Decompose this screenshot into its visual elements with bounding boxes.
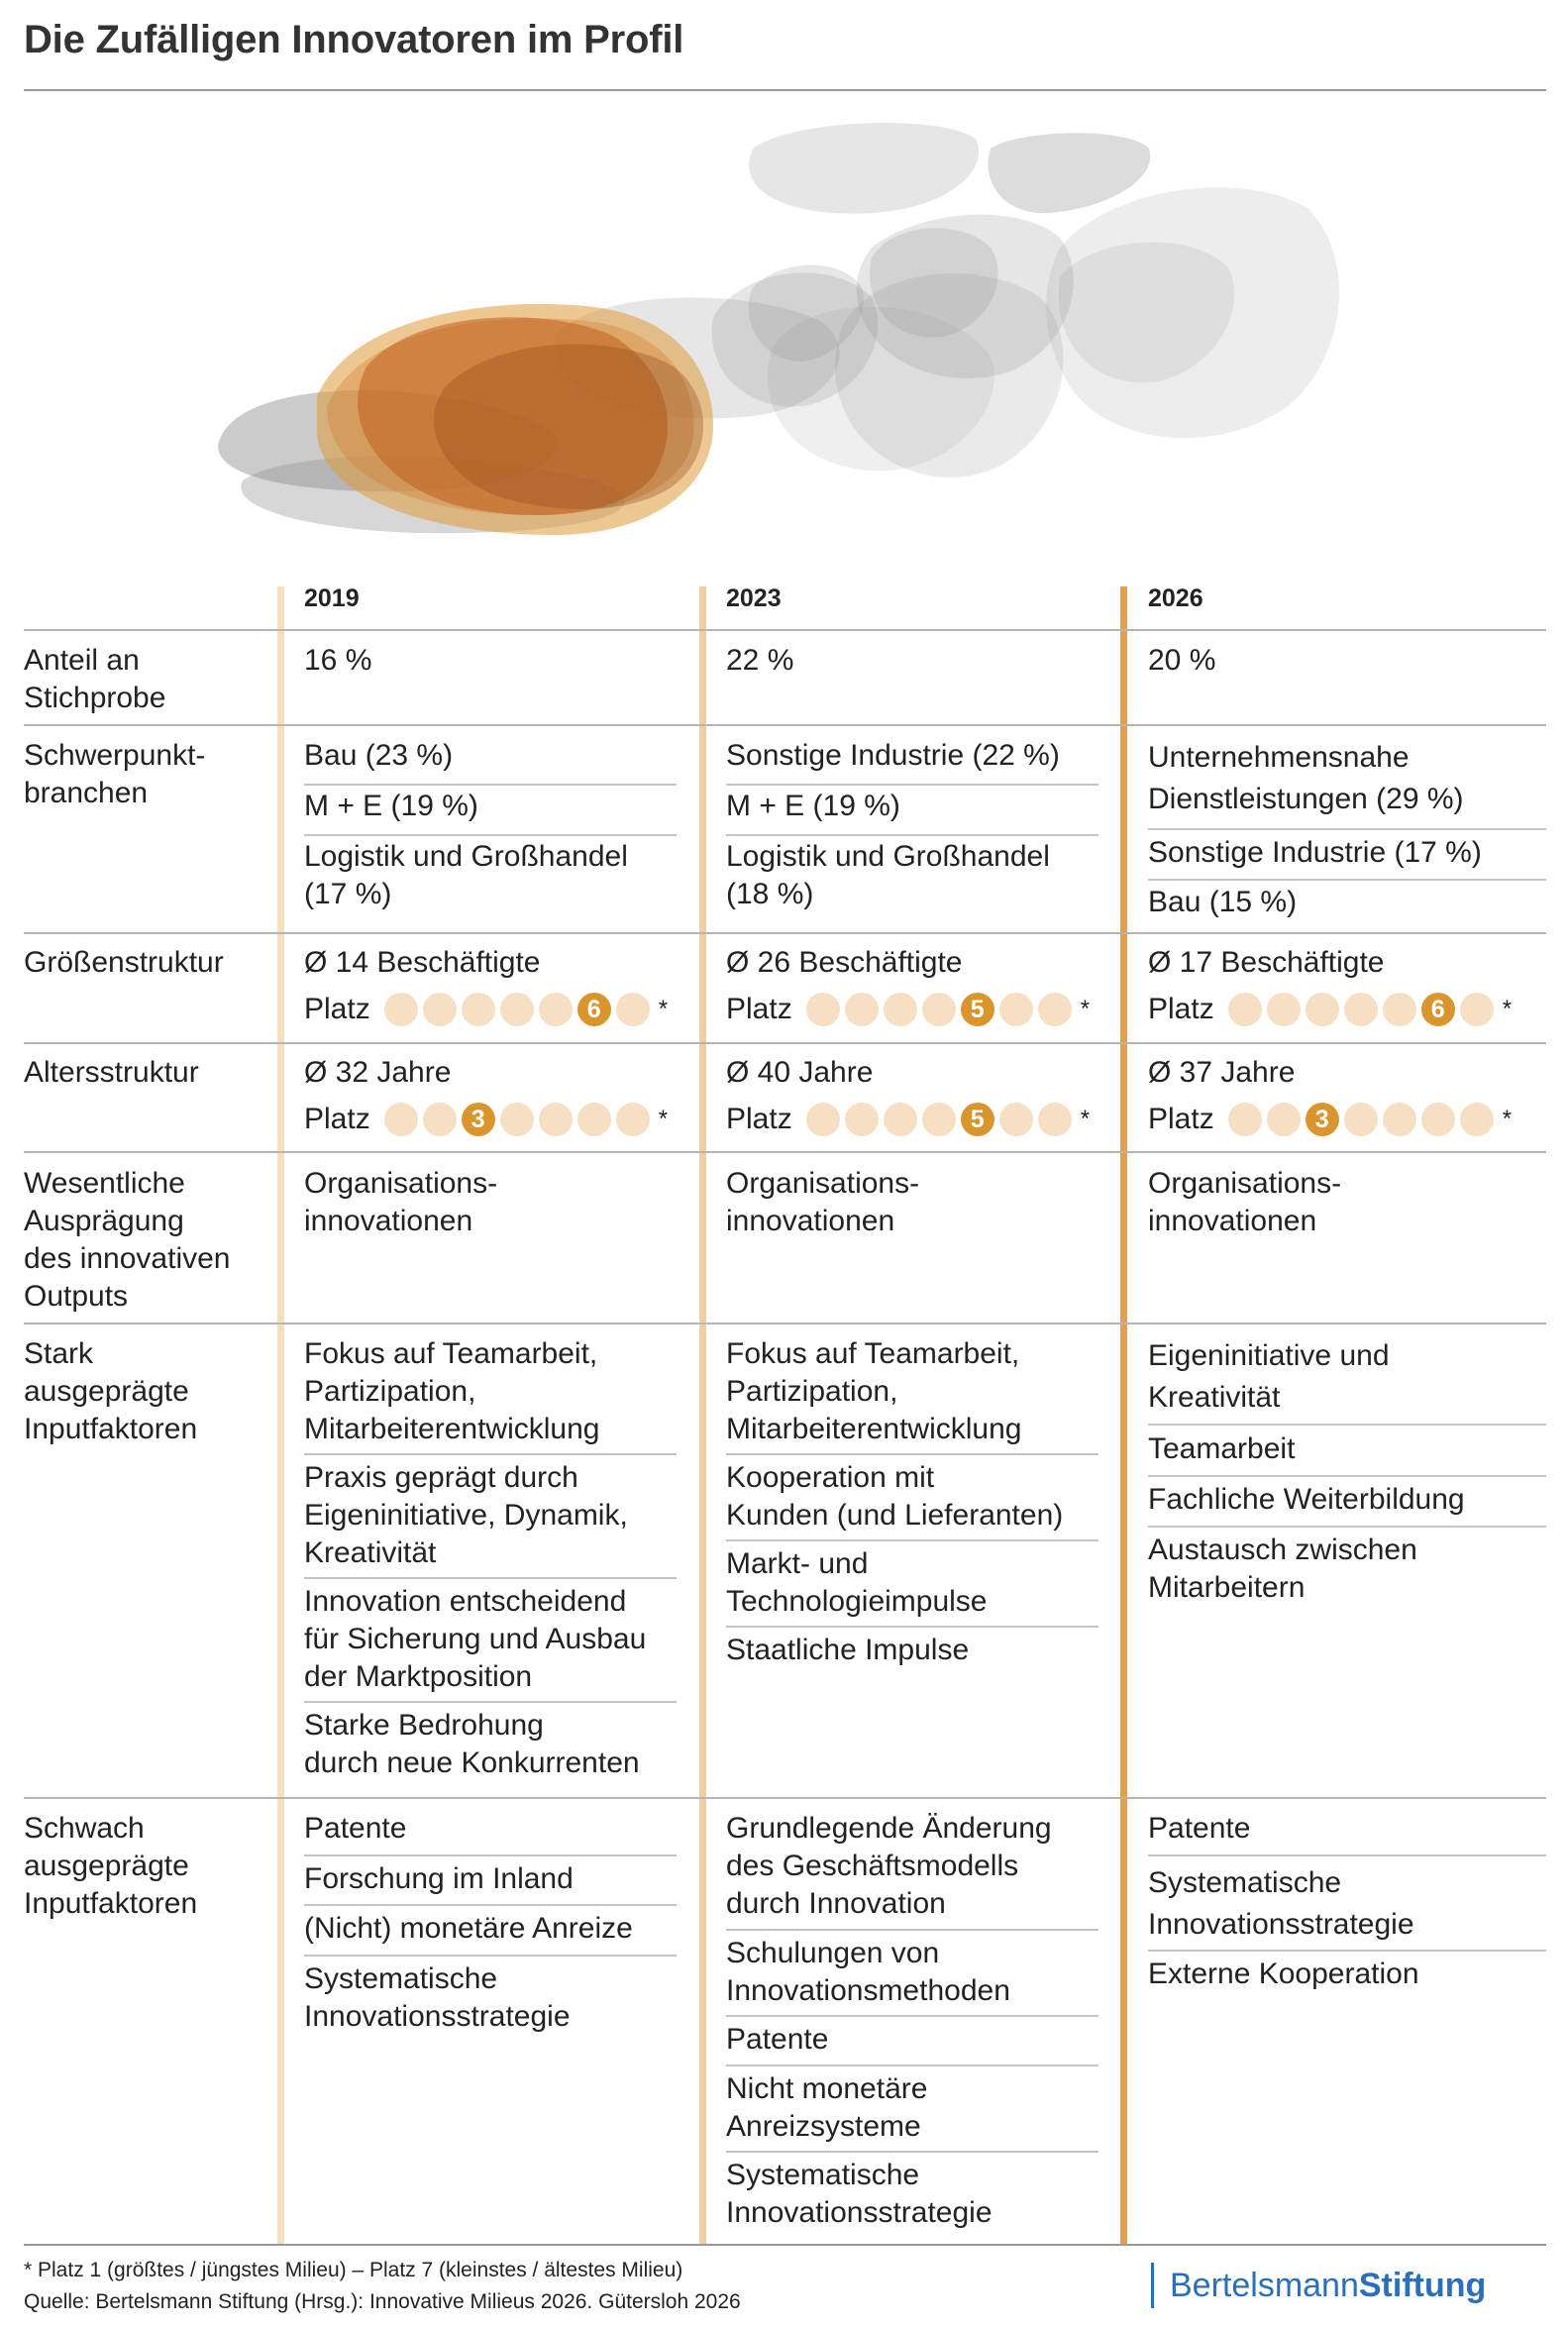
alter-2023: Ø 40 Jahre — [726, 1056, 874, 1089]
rank-dot — [384, 993, 418, 1026]
rank-dot — [1421, 1103, 1455, 1136]
rank-dot — [922, 993, 956, 1026]
groesse-2023: Ø 26 Beschäftigte — [726, 946, 963, 979]
branche-item: Logistik und Großhandel (18 %) — [726, 840, 1050, 910]
schwach-item: Patente — [1148, 1812, 1251, 1845]
item-divider — [1148, 879, 1546, 881]
item-divider — [726, 2064, 1098, 2066]
rank-dot-active: 3 — [462, 1103, 495, 1136]
platz-label: Platz — [726, 993, 792, 1025]
logo-bar — [1151, 2263, 1154, 2308]
rank-dot — [1306, 993, 1339, 1026]
rank-dot — [806, 1103, 840, 1136]
schwach-item: Patente — [726, 2023, 829, 2056]
rank-scale — [304, 1101, 668, 1138]
branche-item: Bau (15 %) — [1148, 886, 1298, 918]
rank-dot-active: 5 — [961, 993, 994, 1026]
item-divider — [304, 834, 677, 836]
schwach-item: Nicht monetäre Anreizsysteme — [726, 2072, 928, 2143]
row-divider — [24, 932, 1546, 934]
rank-dot — [500, 1103, 534, 1136]
rank-dot-active: 3 — [1306, 1103, 1339, 1136]
anteil-2019: 16 % — [304, 644, 372, 677]
rank-dot — [539, 993, 573, 1026]
platz-label: Platz — [726, 1103, 792, 1135]
schwach-item: (Nicht) monetäre Anreize — [304, 1912, 633, 1945]
branche-item: M + E (19 %) — [726, 790, 900, 822]
rank-dot — [806, 993, 840, 1026]
item-divider — [304, 1955, 677, 1957]
row-label-schwach: Schwach ausgeprägte Inputfaktoren — [24, 1812, 198, 1920]
item-divider — [304, 784, 677, 786]
branche-item: Sonstige Industrie (22 %) — [726, 739, 1060, 772]
rank-dot — [1228, 1103, 1262, 1136]
rank-dot — [845, 993, 879, 1026]
footnote-marker: * — [1080, 1106, 1091, 1132]
anteil-2026: 20 % — [1148, 644, 1216, 677]
schwach-item: Systematische Innovationsstrategie — [304, 1962, 571, 2033]
rank-dot — [1344, 993, 1378, 1026]
row-divider — [24, 629, 1546, 631]
stark-item: Eigeninitiative und Kreativität — [1148, 1339, 1390, 1414]
row-label-branchen: Schwerpunkt- branchen — [24, 739, 206, 809]
stark-item: Teamarbeit — [1148, 1432, 1296, 1465]
page-title: Die Zufälligen Innovatoren im Profil — [24, 18, 684, 61]
branche-item: M + E (19 %) — [304, 790, 478, 822]
output-2019: Organisations- innovationen — [304, 1167, 498, 1237]
year-header-2019: 2019 — [304, 584, 360, 612]
item-divider — [726, 2015, 1098, 2017]
rank-scale — [1148, 991, 1512, 1028]
column-bar-2023 — [699, 586, 706, 2244]
item-divider — [304, 1904, 677, 1906]
stark-item: Austausch zwischen Mitarbeitern — [1148, 1534, 1417, 1604]
rank-dot — [1267, 1103, 1301, 1136]
rank-dot-active: 6 — [1421, 993, 1455, 1026]
item-divider — [1148, 1526, 1546, 1528]
rank-dot — [1344, 1103, 1378, 1136]
item-divider — [304, 1854, 677, 1856]
rank-dot — [999, 1103, 1033, 1136]
item-divider — [1148, 1950, 1546, 1952]
rank-dot — [616, 1103, 650, 1136]
rank-dot — [999, 993, 1033, 1026]
grey-blob — [989, 133, 1151, 213]
item-divider — [726, 1626, 1098, 1628]
stark-item: Kooperation mit Kunden (und Lieferanten) — [726, 1461, 1064, 1532]
rank-scale — [726, 1101, 1090, 1138]
row-divider — [24, 1797, 1546, 1799]
groesse-2026: Ø 17 Beschäftigte — [1148, 946, 1385, 979]
rank-dot — [845, 1103, 879, 1136]
stark-item: Fachliche Weiterbildung — [1148, 1483, 1465, 1516]
footnote-marker: * — [1080, 996, 1091, 1022]
alter-2026: Ø 37 Jahre — [1148, 1056, 1296, 1089]
rank-dot — [884, 993, 917, 1026]
item-divider — [1148, 1854, 1546, 1856]
rank-dot — [423, 993, 457, 1026]
schwach-item: Patente — [304, 1812, 407, 1845]
rank-dot — [1038, 1103, 1072, 1136]
schwach-item: Systematische Innovationsstrategie — [726, 2159, 993, 2229]
rank-dot — [1267, 993, 1301, 1026]
rank-dot — [1383, 993, 1416, 1026]
grey-blob — [749, 123, 979, 214]
row-divider — [24, 1042, 1546, 1044]
footnote: * Platz 1 (größtes / jüngstes Milieu) – Platz 7 (kleinstes / ältestes Milieu) — [24, 2259, 683, 2281]
item-divider — [1148, 1424, 1546, 1426]
footer-divider — [24, 2244, 1546, 2246]
row-divider — [24, 724, 1546, 726]
branche-item: Logistik und Großhandel (17 %) — [304, 840, 628, 910]
stark-item: Starke Bedrohung durch neue Konkurrenten — [304, 1709, 640, 1779]
row-label-stark: Stark ausgeprägte Inputfaktoren — [24, 1337, 198, 1445]
branche-item: Sonstige Industrie (17 %) — [1148, 836, 1482, 869]
platz-label: Platz — [1148, 993, 1214, 1025]
row-label-alter: Altersstruktur — [24, 1056, 199, 1089]
source-note: Quelle: Bertelsmann Stiftung (Hrsg.): Innovative Milieus 2026. Gütersloh 2026 — [24, 2290, 741, 2313]
stark-item: Staatliche Impulse — [726, 1634, 970, 1666]
rank-dot-active: 5 — [961, 1103, 994, 1136]
output-2026: Organisations- innovationen — [1148, 1167, 1342, 1237]
rank-dot-active: 6 — [577, 993, 611, 1026]
rank-dot — [423, 1103, 457, 1136]
stark-item: Praxis geprägt durch Eigeninitiative, Dynamik, Kreativität — [304, 1461, 628, 1569]
rank-dot — [384, 1103, 418, 1136]
schwach-item: Grundlegende Änderung des Geschäftsmodells durch Innovation — [726, 1812, 1052, 1920]
item-divider — [726, 834, 1098, 836]
stark-item: Fokus auf Teamarbeit, Partizipation, Mitarbeiterentwicklung — [304, 1337, 600, 1445]
year-header-2026: 2026 — [1148, 584, 1203, 612]
item-divider — [304, 1701, 677, 1703]
item-divider — [726, 1929, 1098, 1931]
rank-dot — [1460, 993, 1494, 1026]
rank-dot — [1383, 1103, 1416, 1136]
rank-scale — [726, 991, 1090, 1028]
schwach-item: Schulungen von Innovationsmethoden — [726, 1937, 1010, 2007]
rank-dot — [1228, 993, 1262, 1026]
schwach-item: Systematische Innovationsstrategie — [1148, 1866, 1414, 1941]
item-divider — [304, 1577, 677, 1579]
row-label-groesse: Größenstruktur — [24, 946, 224, 979]
output-2023: Organisations- innovationen — [726, 1167, 920, 1237]
platz-label: Platz — [1148, 1103, 1214, 1135]
schwach-item: Forschung im Inland — [304, 1862, 574, 1895]
rank-dot — [577, 1103, 611, 1136]
footnote-marker: * — [1502, 996, 1513, 1022]
rank-scale — [304, 991, 668, 1028]
rank-dot — [462, 993, 495, 1026]
alter-2019: Ø 32 Jahre — [304, 1056, 452, 1089]
footnote-marker: * — [1502, 1106, 1513, 1132]
bertelsmann-logo — [1151, 2262, 1486, 2309]
stark-item: Fokus auf Teamarbeit, Partizipation, Mitarbeiterentwicklung — [726, 1337, 1022, 1445]
footnote-marker: * — [658, 996, 669, 1022]
rank-dot — [616, 993, 650, 1026]
row-label-output: Wesentliche Ausprägung des innovativen Outputs — [24, 1167, 231, 1313]
rank-dot — [922, 1103, 956, 1136]
rank-dot — [1038, 993, 1072, 1026]
footnote-marker: * — [658, 1106, 669, 1132]
stark-item: Innovation entscheidend für Sicherung und Ausbau der Marktposition — [304, 1585, 647, 1693]
groesse-2019: Ø 14 Beschäftigte — [304, 946, 541, 979]
title-divider — [24, 89, 1546, 91]
branche-item: Bau (23 %) — [304, 739, 454, 772]
item-divider — [726, 2151, 1098, 2153]
logo-text-stiftung: Stiftung — [1358, 2266, 1487, 2304]
row-divider — [24, 1323, 1546, 1324]
rank-dot — [884, 1103, 917, 1136]
orange-blob — [434, 344, 703, 509]
row-label-anteil: Anteil an Stichprobe — [24, 644, 166, 714]
platz-label: Platz — [304, 1103, 370, 1135]
item-divider — [726, 784, 1098, 786]
rank-dot — [500, 993, 534, 1026]
item-divider — [726, 1453, 1098, 1455]
year-header-2023: 2023 — [726, 584, 782, 612]
platz-label: Platz — [304, 993, 370, 1025]
rank-dot — [1460, 1103, 1494, 1136]
item-divider — [726, 1539, 1098, 1541]
column-bar-2019 — [277, 586, 284, 2244]
item-divider — [304, 1453, 677, 1455]
rank-scale — [1148, 1101, 1512, 1138]
anteil-2023: 22 % — [726, 644, 794, 677]
rank-dot — [539, 1103, 573, 1136]
milieu-blob-illustration — [0, 109, 1568, 555]
row-divider — [24, 1151, 1546, 1153]
logo-text-bertelsmann: Bertelsmann — [1170, 2266, 1359, 2304]
column-bar-2026 — [1120, 586, 1127, 2244]
item-divider — [1148, 828, 1546, 830]
stark-item: Markt- und Technologieimpulse — [726, 1547, 988, 1618]
item-divider — [1148, 1475, 1546, 1477]
branche-item: Unternehmensnahe Dienstleistungen (29 %) — [1148, 741, 1464, 815]
schwach-item: Externe Kooperation — [1148, 1958, 1419, 1990]
